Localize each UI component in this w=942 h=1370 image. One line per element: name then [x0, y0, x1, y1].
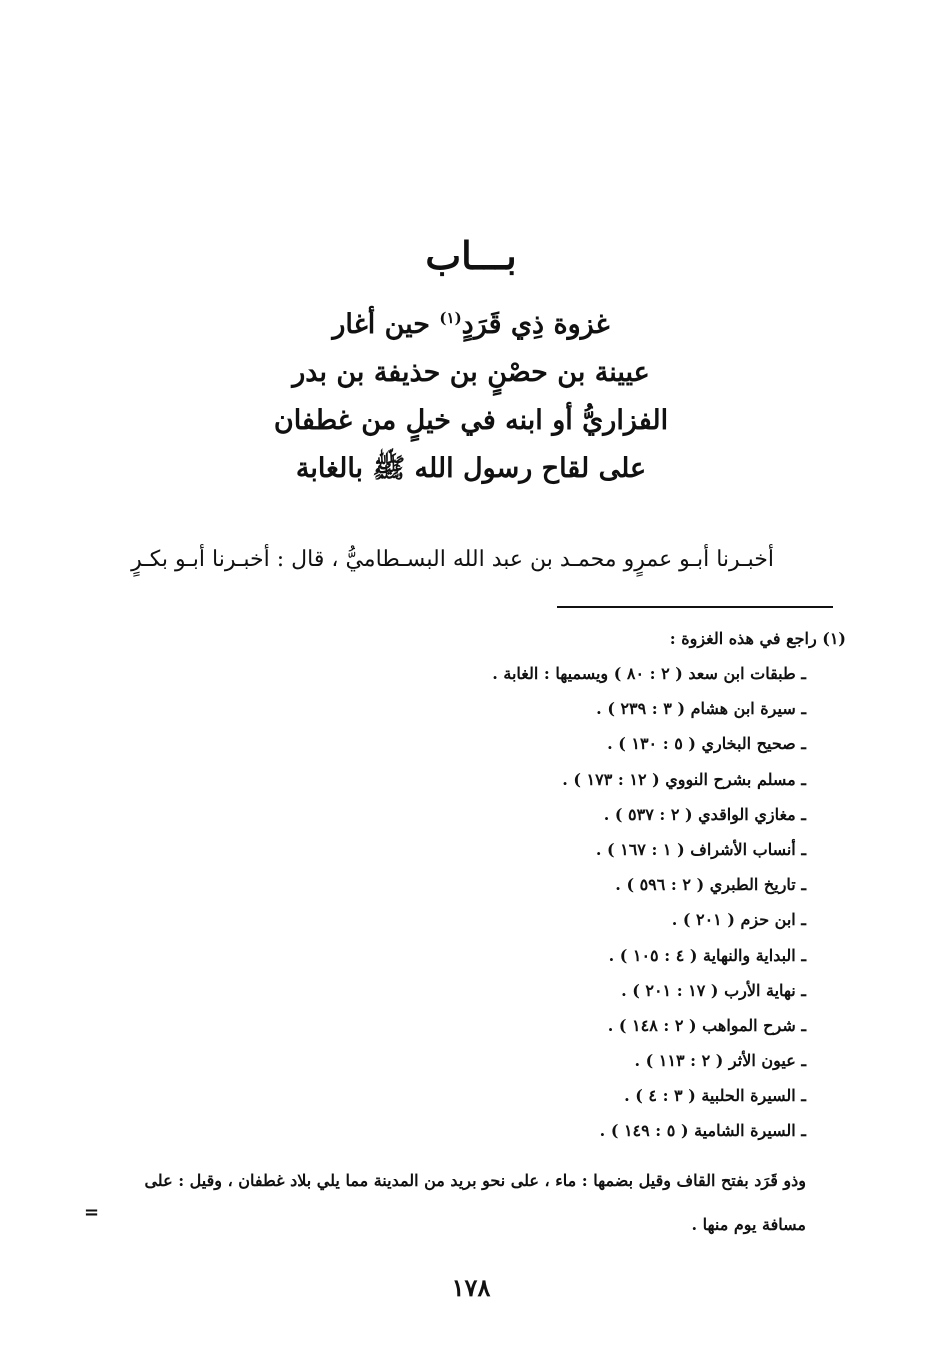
chapter-title [160, 294, 782, 493]
source-item: ـ عيون الأثر ( ٢ : ١١٣ ) . [634, 1051, 806, 1071]
title-line-1-tail: حين أغار [332, 309, 440, 340]
source-item: ـ صحيح البخاري ( ٥ : ١٣٠ ) . [607, 734, 806, 754]
source-item: ـ نهاية الأرب ( ١٧ : ٢٠١ ) . [621, 980, 806, 1000]
footnote-intro: (١) راجع في هذه الغزوة : [669, 629, 846, 648]
source-item: ـ مسلم بشرح النووي ( ١٢ : ١٧٣ ) . [562, 769, 806, 789]
source-item: ـ السيرة الشامية ( ٥ : ١٤٩ ) . [599, 1121, 806, 1141]
title-line-4: على لقاح رسول الله ﷺ بالغابة [295, 453, 647, 484]
title-line-1-text: غزوة ذِي قَرَدٍ [461, 309, 610, 340]
title-line-3: الفزاريُّ أو ابنه في خيلٍ من غطفان [273, 405, 669, 436]
source-item: ـ تاريخ الطبري ( ٢ : ٥٩٦ ) . [615, 875, 806, 895]
body-text-line: أخبـرنا أبـو عمرٍو محمـد بن عبد الله البسـطاميُّ ، قال : أخبـرنا أبـو بكـرٍ [131, 547, 774, 572]
title-line-1 [160, 294, 782, 349]
footnote-divider [557, 606, 833, 608]
source-item: ـ ابن حزم ( ٢٠١ ) . [671, 910, 806, 930]
chapter-heading: بـــاب [425, 233, 517, 278]
footnotes [126, 622, 846, 1247]
source-item: ـ أنساب الأشراف ( ١ : ١٦٧ ) . [595, 839, 806, 859]
source-item: ـ البداية والنهاية ( ٤ : ١٠٥ ) . [608, 945, 806, 965]
source-item: ـ مغازي الواقدي ( ٢ : ٥٣٧ ) . [603, 804, 806, 824]
footnote-marker: (١) [439, 309, 462, 327]
page-number: ١٧٨ [451, 1273, 491, 1302]
footnote-tail: وذو قَرَد بفتح القاف وقيل بضمها : ماء ، على نحو بريد من المدينة مما يلي بلاد غطفان ، وقيل : على مسافة يوم منها . [144, 1170, 806, 1234]
source-item: ـ شرح المواهب ( ٢ : ١٤٨ ) . [607, 1015, 806, 1035]
source-list [126, 656, 846, 1149]
source-item: ـ سيرة ابن هشام ( ٣ : ٢٣٩ ) . [596, 699, 806, 719]
title-line-2: عيينة بن حصْنٍ بن حذيفة بن بدر [292, 357, 650, 388]
source-item: ـ طبقات ابن سعد ( ٢ : ٨٠ ) ويسميها : الغابة . [492, 664, 806, 683]
source-item: ـ السيرة الحلبية ( ٣ : ٤ ) . [624, 1086, 806, 1106]
continuation-mark: = [84, 1202, 100, 1223]
